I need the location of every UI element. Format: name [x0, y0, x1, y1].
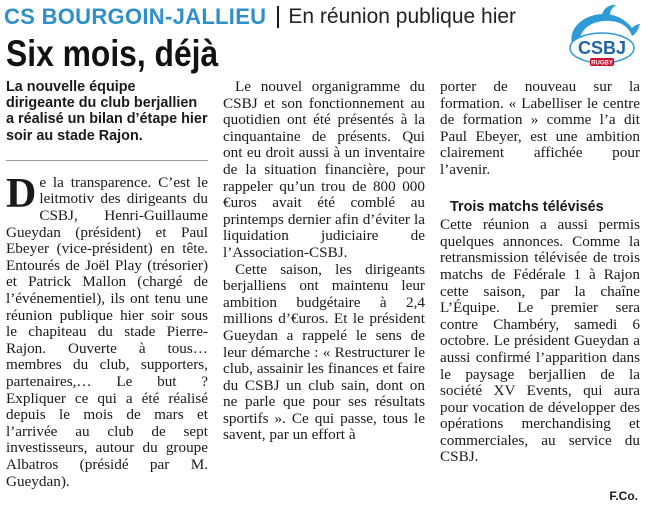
article-column-3 — [440, 79, 640, 466]
article-subhead: Trois matchs télévisés — [450, 198, 604, 215]
drop-cap: D — [6, 170, 37, 217]
kicker-club-name: CS BOURGOIN-JALLIEU — [4, 4, 267, 29]
body-paragraph: porter de nouveau sur la formation. « Labelliser le centre de formation » comme l’a dit Paul Ebeyer, est une ambition clairement affichée pour l’avenir. — [440, 78, 640, 178]
body-paragraph: Le nouvel organigramme du CSBJ et son fonctionnement au quotidien ont été présentés à la cinquantaine de présents. Qui ont eu droit aussi à un inventaire de la situation financière, pour rappeler qu’un trou de 800 000 €uros avait été comblé au printemps dernier afin d’éviter la liquidation judiciaire de l’Association-CSBJ. — [223, 78, 425, 261]
article-lead: La nouvelle équipe dirigeante du club berjallien a réalisé un bilan d’étape hier soir au stade Rajon. — [6, 79, 208, 144]
article-column-2 — [223, 79, 425, 444]
logo-text: CSBJ — [577, 38, 627, 58]
article-headline: Six mois, déjà — [6, 33, 219, 74]
article-column-1 — [6, 79, 208, 490]
csbj-logo — [558, 2, 642, 72]
body-paragraph: Cette saison, les dirigeants berjalliens ont maintenu leur ambition budgétaire à 2,4 millions d’€uros. Et le président Gueydan a rappelé le sens de leur démarche : « Restructurer le club, assainir les finances et faire du CSBJ un club sain, dont on ne parle que pour ses résultats sportifs ». Ce qui passe, tous le savent, par un effort à — [223, 260, 425, 444]
author-signature: F.Co. — [609, 489, 638, 503]
body-paragraph: Cette réunion a aussi permis quelques annonces. Comme la retransmission télévisée de trois matchs de Fédérale 1 à Rajon cette saison, par la chaîne L’Équipe. Le premier sera contre Chambéry, samedi 6 octobre. Le président Gueydan a aussi confirmé l’apparition dans le paysage berjallien de la société XV Events, qui aura pour vocation de développer des opérations merchandising et commerciales, au service du CSBJ. — [440, 216, 640, 466]
article-kicker — [4, 2, 564, 32]
logo-subtext: RUGBY — [591, 60, 613, 67]
lead-divider — [6, 160, 208, 161]
body-paragraph — [6, 170, 208, 490]
kicker-subtitle: En réunion publique hier — [288, 5, 517, 28]
kicker-separator — [277, 6, 279, 28]
paragraph-text: e la transparence. C’est le leitmotiv des dirigeants du CSBJ, Henri-Guillaume Gueydan (président) et Paul Ebeyer (vice-président) en tête. Entourés de Joël Play (trésorier) et Patrick Mallon (chargé de l’événementiel), ils ont tenu une réunion publique hier soir sous le chapiteau du stade Pierre-Rajon. Ouverte à tous… membres du club, supporters, partenaires,… Le but ? Expliquer ce qui a été réalisé depuis le mois de mars et l’arrivée au club de sept investisseurs, autour du groupe Albatros (présidé par M. Gueydan). — [6, 173, 208, 490]
